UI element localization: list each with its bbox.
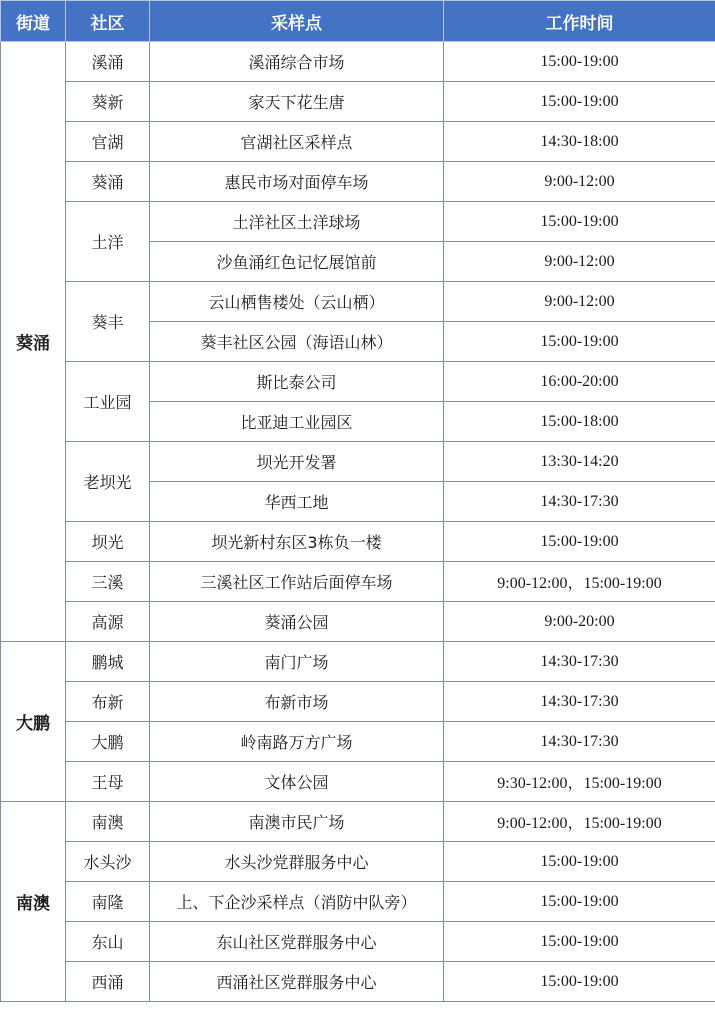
time-cell: 15:00-19:00 xyxy=(444,842,715,882)
site-cell: 溪涌综合市场 xyxy=(150,42,444,82)
time-cell: 15:00-19:00 xyxy=(444,82,715,122)
time-cell: 15:00-19:00 xyxy=(444,322,715,362)
table-row xyxy=(1,642,715,682)
site-cell: 上、下企沙采样点（消防中队旁） xyxy=(150,882,444,922)
street-cell: 大鹏 xyxy=(1,642,66,802)
community-cell: 三溪 xyxy=(66,562,150,602)
table-row xyxy=(1,202,715,242)
table-row xyxy=(1,922,715,962)
table-row xyxy=(1,722,715,762)
site-cell: 斯比泰公司 xyxy=(150,362,444,402)
table-row xyxy=(1,82,715,122)
time-cell: 9:00-20:00 xyxy=(444,602,715,642)
site-cell: 坝光开发署 xyxy=(150,442,444,482)
community-cell: 葵涌 xyxy=(66,162,150,202)
community-cell: 工业园 xyxy=(66,362,150,442)
table-row xyxy=(1,842,715,882)
time-cell: 14:30-17:30 xyxy=(444,642,715,682)
community-cell: 溪涌 xyxy=(66,42,150,82)
community-cell: 王母 xyxy=(66,762,150,802)
community-cell: 高源 xyxy=(66,602,150,642)
street-cell: 葵涌 xyxy=(1,42,66,642)
site-cell: 三溪社区工作站后面停车场 xyxy=(150,562,444,602)
time-cell: 15:00-19:00 xyxy=(444,962,715,1002)
time-cell: 16:00-20:00 xyxy=(444,362,715,402)
time-cell: 15:00-18:00 xyxy=(444,402,715,442)
community-cell: 葵新 xyxy=(66,82,150,122)
site-cell: 水头沙党群服务中心 xyxy=(150,842,444,882)
time-cell: 13:30-14:20 xyxy=(444,442,715,482)
header-row xyxy=(1,1,715,42)
table-row xyxy=(1,282,715,322)
table-row xyxy=(1,562,715,602)
table-row xyxy=(1,962,715,1002)
street-cell: 南澳 xyxy=(1,802,66,1002)
table-row xyxy=(1,762,715,802)
site-cell: 云山栖售楼处（云山栖） xyxy=(150,282,444,322)
site-cell: 土洋社区土洋球场 xyxy=(150,202,444,242)
community-cell: 水头沙 xyxy=(66,842,150,882)
site-cell: 葵丰社区公园（海语山林） xyxy=(150,322,444,362)
site-cell: 比亚迪工业园区 xyxy=(150,402,444,442)
community-cell: 南澳 xyxy=(66,802,150,842)
header-site: 采样点 xyxy=(150,1,444,42)
table-body xyxy=(1,42,715,1002)
community-cell: 东山 xyxy=(66,922,150,962)
time-cell: 15:00-19:00 xyxy=(444,922,715,962)
site-cell: 西涌社区党群服务中心 xyxy=(150,962,444,1002)
time-cell: 9:00-12:00 xyxy=(444,162,715,202)
site-cell: 家天下花生唐 xyxy=(150,82,444,122)
time-cell: 14:30-18:00 xyxy=(444,122,715,162)
time-cell: 15:00-19:00 xyxy=(444,522,715,562)
community-cell: 官湖 xyxy=(66,122,150,162)
community-cell: 西涌 xyxy=(66,962,150,1002)
time-cell: 9:00-12:00，15:00-19:00 xyxy=(444,802,715,842)
time-cell: 14:30-17:30 xyxy=(444,722,715,762)
table-row xyxy=(1,362,715,402)
time-cell: 9:30-12:00，15:00-19:00 xyxy=(444,762,715,802)
table-row xyxy=(1,682,715,722)
table-row xyxy=(1,602,715,642)
time-cell: 15:00-19:00 xyxy=(444,42,715,82)
site-cell: 东山社区党群服务中心 xyxy=(150,922,444,962)
site-cell: 沙鱼涌红色记忆展馆前 xyxy=(150,242,444,282)
header-community: 社区 xyxy=(66,1,150,42)
header-time: 工作时间 xyxy=(444,1,715,42)
site-cell: 葵涌公园 xyxy=(150,602,444,642)
table-row xyxy=(1,882,715,922)
site-cell: 南门广场 xyxy=(150,642,444,682)
time-cell: 14:30-17:30 xyxy=(444,482,715,522)
community-cell: 葵丰 xyxy=(66,282,150,362)
site-cell: 南澳市民广场 xyxy=(150,802,444,842)
table-row xyxy=(1,522,715,562)
time-cell: 9:00-12:00，15:00-19:00 xyxy=(444,562,715,602)
table-row xyxy=(1,42,715,82)
time-cell: 15:00-19:00 xyxy=(444,882,715,922)
header-street: 街道 xyxy=(1,1,66,42)
time-cell: 15:00-19:00 xyxy=(444,202,715,242)
community-cell: 老坝光 xyxy=(66,442,150,522)
table-row xyxy=(1,802,715,842)
site-cell: 官湖社区采样点 xyxy=(150,122,444,162)
community-cell: 南隆 xyxy=(66,882,150,922)
site-cell: 华西工地 xyxy=(150,482,444,522)
community-cell: 大鹏 xyxy=(66,722,150,762)
community-cell: 土洋 xyxy=(66,202,150,282)
time-cell: 9:00-12:00 xyxy=(444,282,715,322)
site-cell: 坝光新村东区3栋负一楼 xyxy=(150,522,444,562)
time-cell: 9:00-12:00 xyxy=(444,242,715,282)
site-cell: 布新市场 xyxy=(150,682,444,722)
community-cell: 布新 xyxy=(66,682,150,722)
table-row xyxy=(1,162,715,202)
community-cell: 鹏城 xyxy=(66,642,150,682)
time-cell: 14:30-17:30 xyxy=(444,682,715,722)
site-cell: 文体公园 xyxy=(150,762,444,802)
table-row xyxy=(1,122,715,162)
community-cell: 坝光 xyxy=(66,522,150,562)
site-cell: 惠民市场对面停车场 xyxy=(150,162,444,202)
table-row xyxy=(1,442,715,482)
site-cell: 岭南路万方广场 xyxy=(150,722,444,762)
